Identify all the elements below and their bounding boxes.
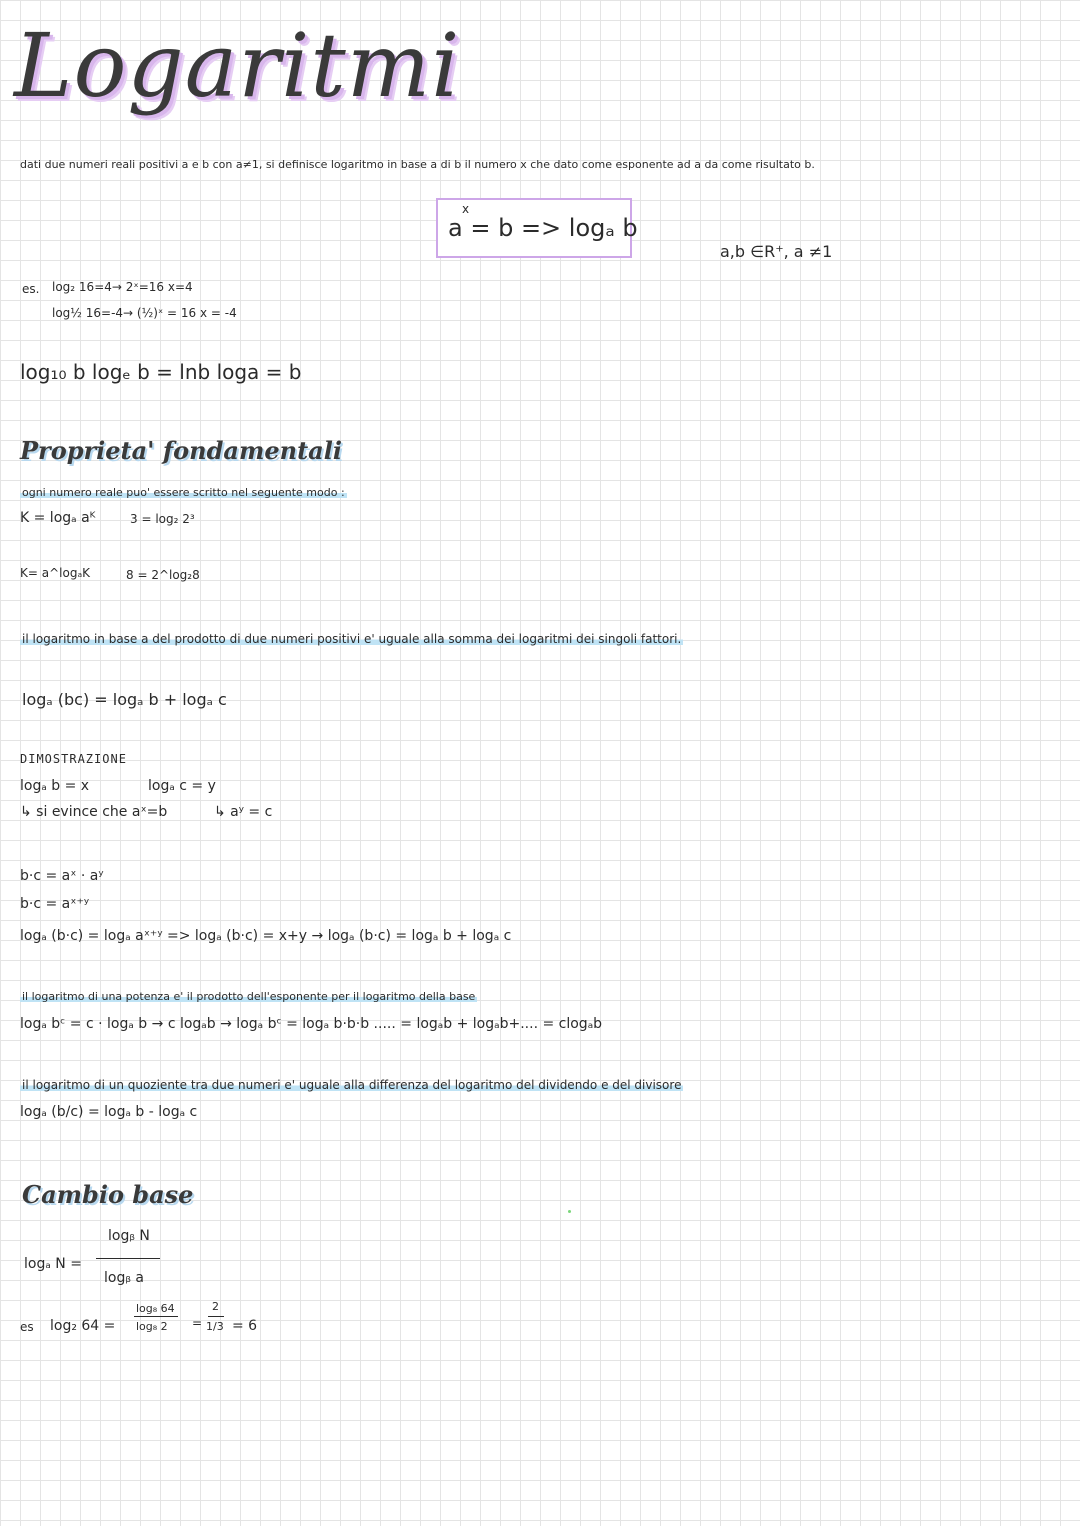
intro-text: dati due numeri reali positivi a e b con a≠1, si definisce logaritmo in base a di b il numero x che dato come esponente ad a da come risultato b. bbox=[20, 158, 815, 171]
proof-line-2a: ↳ si evince che aˣ=b bbox=[20, 804, 168, 820]
change-base-fraction-bar bbox=[96, 1258, 160, 1259]
change-base-heading: Cambio base bbox=[22, 1180, 194, 1209]
change-base-lhs: logₐ N = bbox=[24, 1256, 82, 1272]
properties-intro: ogni numero reale puo' essere scritto nel seguente modo : bbox=[22, 486, 345, 499]
change-base-example-result: = 6 bbox=[232, 1318, 258, 1334]
change-base-example-frac-bar bbox=[208, 1316, 224, 1317]
power-rule-text: il logaritmo di una potenza e' il prodotto dell'esponente per il logaritmo della base bbox=[22, 990, 476, 1003]
product-rule-formula: logₐ (bc) = logₐ b + logₐ c bbox=[22, 690, 227, 709]
example-line-1: log₂ 16=4→ 2ˣ=16 x=4 bbox=[52, 280, 193, 294]
change-base-example-lhs: log₂ 64 = bbox=[50, 1318, 116, 1334]
proof-line-3: b·c = aˣ · aʸ bbox=[20, 868, 104, 884]
proof-line-2b: ↳ aʸ = c bbox=[214, 804, 273, 820]
change-base-example-eq: = bbox=[192, 1316, 203, 1330]
proof-line-1a: logₐ b = x bbox=[20, 778, 90, 794]
proof-line-4: b·c = aˣ⁺ʸ bbox=[20, 896, 90, 912]
quotient-rule-formula: logₐ (b/c) = logₐ b - logₐ c bbox=[20, 1104, 198, 1120]
properties-heading: Proprieta' fondamentali bbox=[20, 436, 342, 465]
definition-box bbox=[436, 198, 638, 258]
proof-line-1b: logₐ c = y bbox=[148, 778, 216, 794]
change-base-example-frac-num: 2 bbox=[212, 1300, 219, 1313]
definition-exponent: x bbox=[462, 202, 470, 216]
change-base-denominator: logᵦ a bbox=[104, 1270, 144, 1286]
power-rule-formula: logₐ bᶜ = c · logₐ b → c logₐb → logₐ bᶜ = logₐ b·b·b ..... = logₐb + logₐb+.... = clogₐb bbox=[20, 1016, 603, 1032]
k-example-2: 8 = 2^log₂8 bbox=[126, 568, 200, 582]
k-example: 3 = log₂ 2³ bbox=[130, 512, 195, 526]
definition-formula: a = b => logₐ b bbox=[448, 214, 638, 242]
change-base-example-den: log₈ 2 bbox=[136, 1320, 168, 1333]
page-title: Logaritmi bbox=[14, 14, 461, 117]
product-rule-text: il logaritmo in base a del prodotto di due numeri positivi e' uguale alla somma dei logaritmi dei singoli fattori. bbox=[22, 632, 682, 646]
change-base-example-bar bbox=[134, 1316, 178, 1317]
change-base-example-label: es bbox=[20, 1320, 34, 1334]
k-formula: K = logₐ aᴷ bbox=[20, 510, 96, 526]
special-logs: log₁₀ b logₑ b = lnb loga = b bbox=[20, 360, 302, 384]
change-base-numerator: logᵦ N bbox=[108, 1228, 150, 1244]
change-base-example-frac-den: 1/3 bbox=[206, 1320, 224, 1333]
example-line-2: log½ 16=-4→ (½)ˣ = 16 x = -4 bbox=[52, 306, 237, 320]
change-base-example-num: log₈ 64 bbox=[136, 1302, 175, 1315]
proof-label: DIMOSTRAZIONE bbox=[20, 752, 127, 766]
k-formula-2: K= a^logₐK bbox=[20, 566, 91, 580]
examples-label: es. bbox=[22, 282, 40, 296]
decorative-dot bbox=[568, 1210, 571, 1213]
definition-conditions: a,b ∈R⁺, a ≠1 bbox=[720, 242, 833, 261]
proof-line-5: logₐ (b·c) = logₐ aˣ⁺ʸ => logₐ (b·c) = x+y → logₐ (b·c) = logₐ b + logₐ c bbox=[20, 928, 512, 944]
quotient-rule-text: il logaritmo di un quoziente tra due numeri e' uguale alla differenza del logaritmo del dividendo e del divisore bbox=[22, 1078, 682, 1092]
